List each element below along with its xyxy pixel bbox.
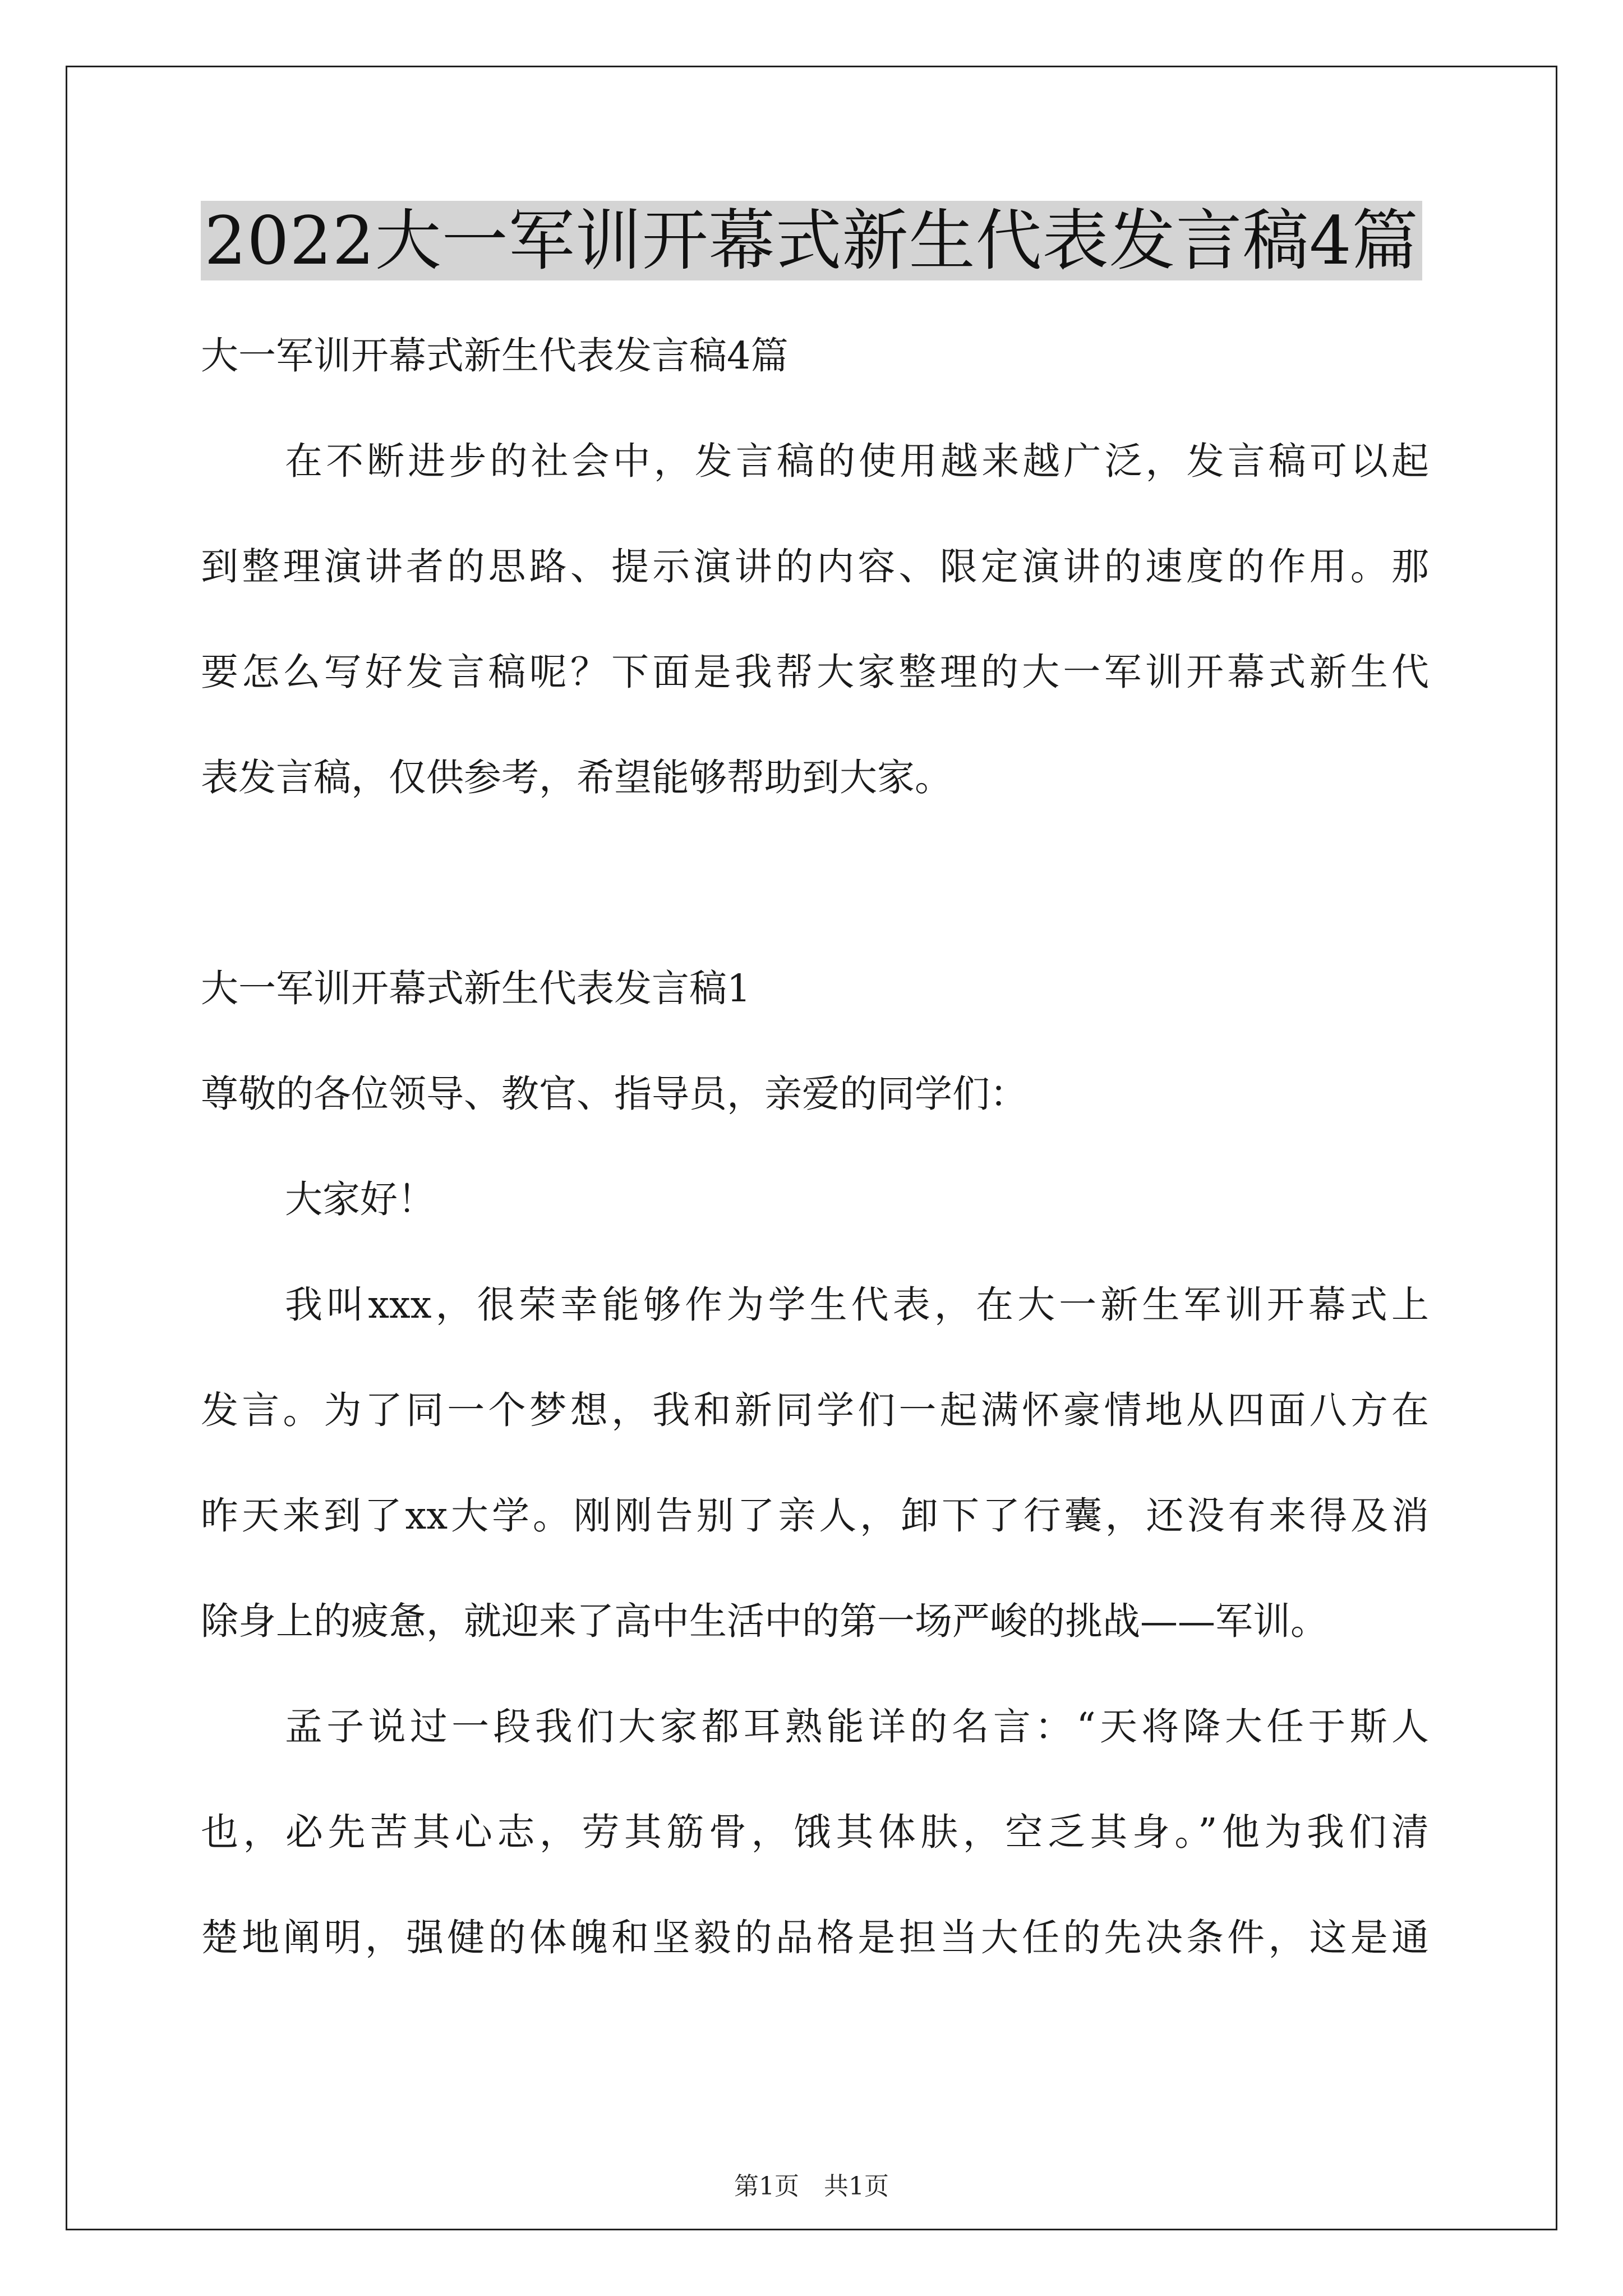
- intro-paragraph-line: 到整理演讲者的思路、提示演讲的内容、限定演讲的速度的作用。那: [201, 545, 1429, 588]
- intro-paragraph-line: 在不断进步的社会中，发言稿的使用越来越广泛，发言稿可以起: [285, 439, 1429, 483]
- paragraph-line: 昨天来到了xx大学。刚刚告别了亲人，卸下了行囊，还没有来得及消: [201, 1494, 1429, 1538]
- subtitle-line: 大一军训开幕式新生代表发言稿4篇: [201, 334, 789, 378]
- page-footer: [0, 2171, 1623, 2202]
- intro-paragraph-line: 表发言稿，仅供参考，希望能够帮助到大家。: [201, 756, 952, 799]
- page-total: 共1页: [824, 2172, 889, 2201]
- page-number: 第1页: [734, 2172, 799, 2201]
- paragraph-line: 我叫xxx，很荣幸能够作为学生代表，在大一新生军训开幕式上: [285, 1283, 1429, 1327]
- paragraph-line: 楚地阐明，强健的体魄和坚毅的品格是担当大任的先决条件，这是通: [201, 1916, 1429, 1959]
- salutation-line: 尊敬的各位领导、教官、指导员，亲爱的同学们：: [201, 1072, 1027, 1116]
- intro-paragraph-line: 要怎么写好发言稿呢？下面是我帮大家整理的大一军训开幕式新生代: [201, 650, 1429, 694]
- paragraph-line: 发言。为了同一个梦想，我和新同学们一起满怀豪情地从四面八方在: [201, 1388, 1429, 1432]
- paragraph-line: 除身上的疲惫，就迎来了高中生活中的第一场严峻的挑战——军训。: [201, 1599, 1328, 1643]
- title-container: [0, 201, 1623, 280]
- document-body: [201, 303, 1429, 1990]
- section-heading: 大一军训开幕式新生代表发言稿1: [201, 967, 751, 1010]
- paragraph-line: 孟子说过一段我们大家都耳熟能详的名言：“天将降大任于斯人: [285, 1705, 1429, 1749]
- blank-line: [201, 830, 1429, 936]
- paragraph-line: 也，必先苦其心志，劳其筋骨，饿其体肤，空乏其身。”他为我们清: [201, 1810, 1429, 1854]
- document-title: 2022大一军训开幕式新生代表发言稿4篇: [201, 201, 1422, 280]
- greeting-line: 大家好！: [285, 1177, 435, 1221]
